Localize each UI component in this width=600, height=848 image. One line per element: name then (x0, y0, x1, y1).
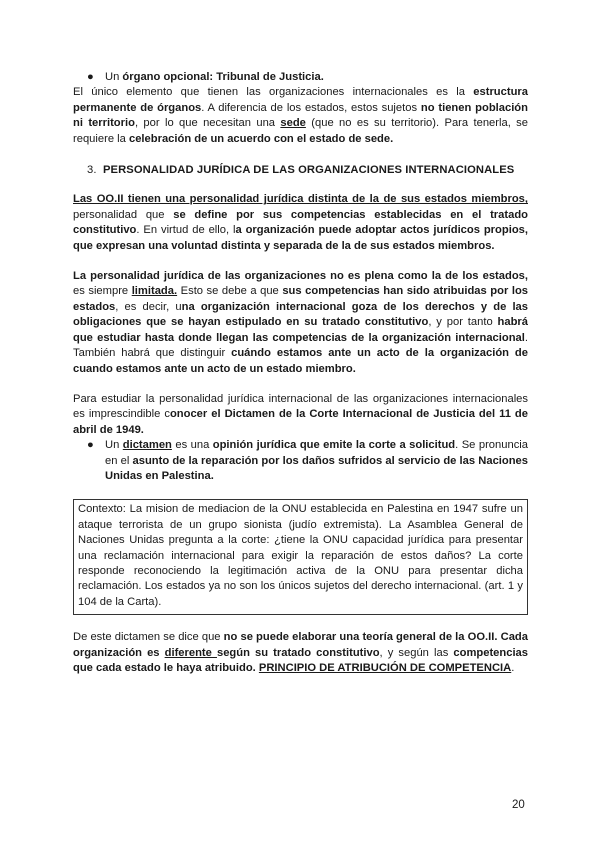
p3-t1: es siempre (73, 285, 132, 298)
p3-b2: limitada. (131, 285, 178, 298)
p1-b1: estructura permanente de órganos (73, 86, 528, 114)
p1-b3: sede (280, 117, 306, 130)
p5-b2: diferente (164, 646, 217, 659)
p1-b4: celebración de un acuerdo con el estado de sede. (128, 132, 394, 145)
bullet-dot-icon: ● (87, 439, 94, 452)
p3-t3: , es decir, u (115, 300, 182, 313)
heading-title: PERSONALIDAD JURÍDICA DE LAS ORGANIZACIONES INTERNACIONALES (102, 164, 515, 177)
p3-t4: , y por tanto (428, 316, 498, 329)
paragraph-estructura (73, 85, 528, 147)
p1-t1: El único elemento que tienen las organizaciones internacionales es la (73, 86, 474, 99)
context-text: Contexto: La mision de mediacion de la ONU establecida en Palestina en 1947 sufre un ataque terrorista de un grupo sionista (judío extremista). La Asamblea General de Naciones Unidas pregunta a la corte: ¿tiene la ONU capacidad jurídica para presentar una reclamación internacional para exigir la reparación de estos daños? La corte responde reconociendo la legitimación activa de la ONU para presentar dicha reclamación. Los estados ya no son los únicos sujetos del derecho internacional. (art. 1 y 104 de la Carta). (78, 503, 523, 608)
p3-b6: cuándo estamos ante un acto de la organización de cuando estamos ante un acto de un estado miembro. (73, 347, 528, 375)
b2-b3: asunto de la reparación por los daños sufridos al servicio de las Naciones Unidas en Palestina. (105, 454, 529, 482)
p5-b1: no se puede elaborar una teoría general de la OO.II. Cada organización es (73, 631, 528, 659)
p2-t2: . En virtud de ello, l (136, 224, 236, 237)
p2-b3: a organización puede adoptar actos jurídicos propios, que expresan una voluntad distinta y separada de la de sus estados miembros. (73, 224, 528, 252)
bullet1-text: Un (105, 71, 123, 83)
p3-b4: na organización internacional goza de los derechos y de las obligaciones que se hayan estipulado en su tratado constitutivo (73, 300, 528, 329)
p3-t5: . También habrá que distinguir (73, 331, 528, 360)
p2-b2: se define por sus competencias establecidas en el tratado constitutivo (73, 208, 528, 237)
bullet-dot-icon: ● (87, 71, 94, 83)
p1-b2: no tienen población ni territorio (73, 101, 528, 130)
p1-t3: , por lo que necesitan una (134, 117, 281, 130)
p3-b1: La personalidad jurídica de las organizaciones no es plena como la de los estados, (73, 270, 528, 283)
paragraph-dictamen-intro (73, 392, 528, 438)
page-number: 20 (512, 799, 525, 811)
p4-b1: onocer el Dictamen de la Corte Internacional de Justicia del 11 de abril de 1949. (73, 408, 528, 436)
page-content (73, 70, 528, 676)
p3-b3: sus competencias han sido atribuidas por los estados (73, 285, 529, 313)
p3-b5: habrá que estudiar hasta donde llegan las competencias de la organización internacional (73, 316, 529, 344)
p2-b1: Las OO.II tienen una personalidad jurídica distinta de la de sus estados miembros, (73, 193, 528, 206)
p4-t1: Para estudiar la personalidad jurídica internacional de las organizaciones internacionales es imprescindible c (73, 392, 528, 421)
b2-t2: es una (171, 439, 213, 452)
b2-t1: Un (105, 439, 123, 452)
paragraph-conclusion (73, 630, 528, 676)
paragraph-personalidad-limitada (73, 269, 528, 377)
bullet-organo-opcional (73, 70, 528, 85)
p1-t2: . A diferencia de los estados, estos sujetos (201, 101, 421, 114)
p5-b5: PRINCIPIO DE ATRIBUCIÓN DE COMPETENCIA (258, 662, 512, 674)
b2-b1: dictamen (122, 439, 172, 452)
bullet1-bold: órgano opcional: Tribunal de Justicia. (122, 71, 324, 83)
section-heading (73, 163, 528, 178)
p3-t2: Esto se debe a que (177, 285, 283, 298)
b2-t3: . Se pronuncia en el (105, 439, 528, 467)
p5-t3: . (511, 662, 515, 674)
p1-t4: (que no es su territorio). Para tenerla, se requiere la (73, 117, 528, 145)
heading-number: 3. (87, 164, 97, 177)
p5-b4: competencias que cada estado le haya atribuido. (73, 646, 529, 674)
p5-t2: , y según las (379, 646, 454, 659)
p2-t1: personalidad que (73, 208, 174, 221)
p5-b3: según su tratado constitutivo (216, 646, 380, 659)
p5-t1: De este dictamen se dice que (73, 631, 224, 644)
bullet-dictamen (73, 438, 528, 484)
paragraph-personalidad-distinta (73, 192, 528, 254)
b2-b2: opinión jurídica que emite la corte a solicitud (212, 439, 456, 452)
context-box (73, 499, 528, 615)
